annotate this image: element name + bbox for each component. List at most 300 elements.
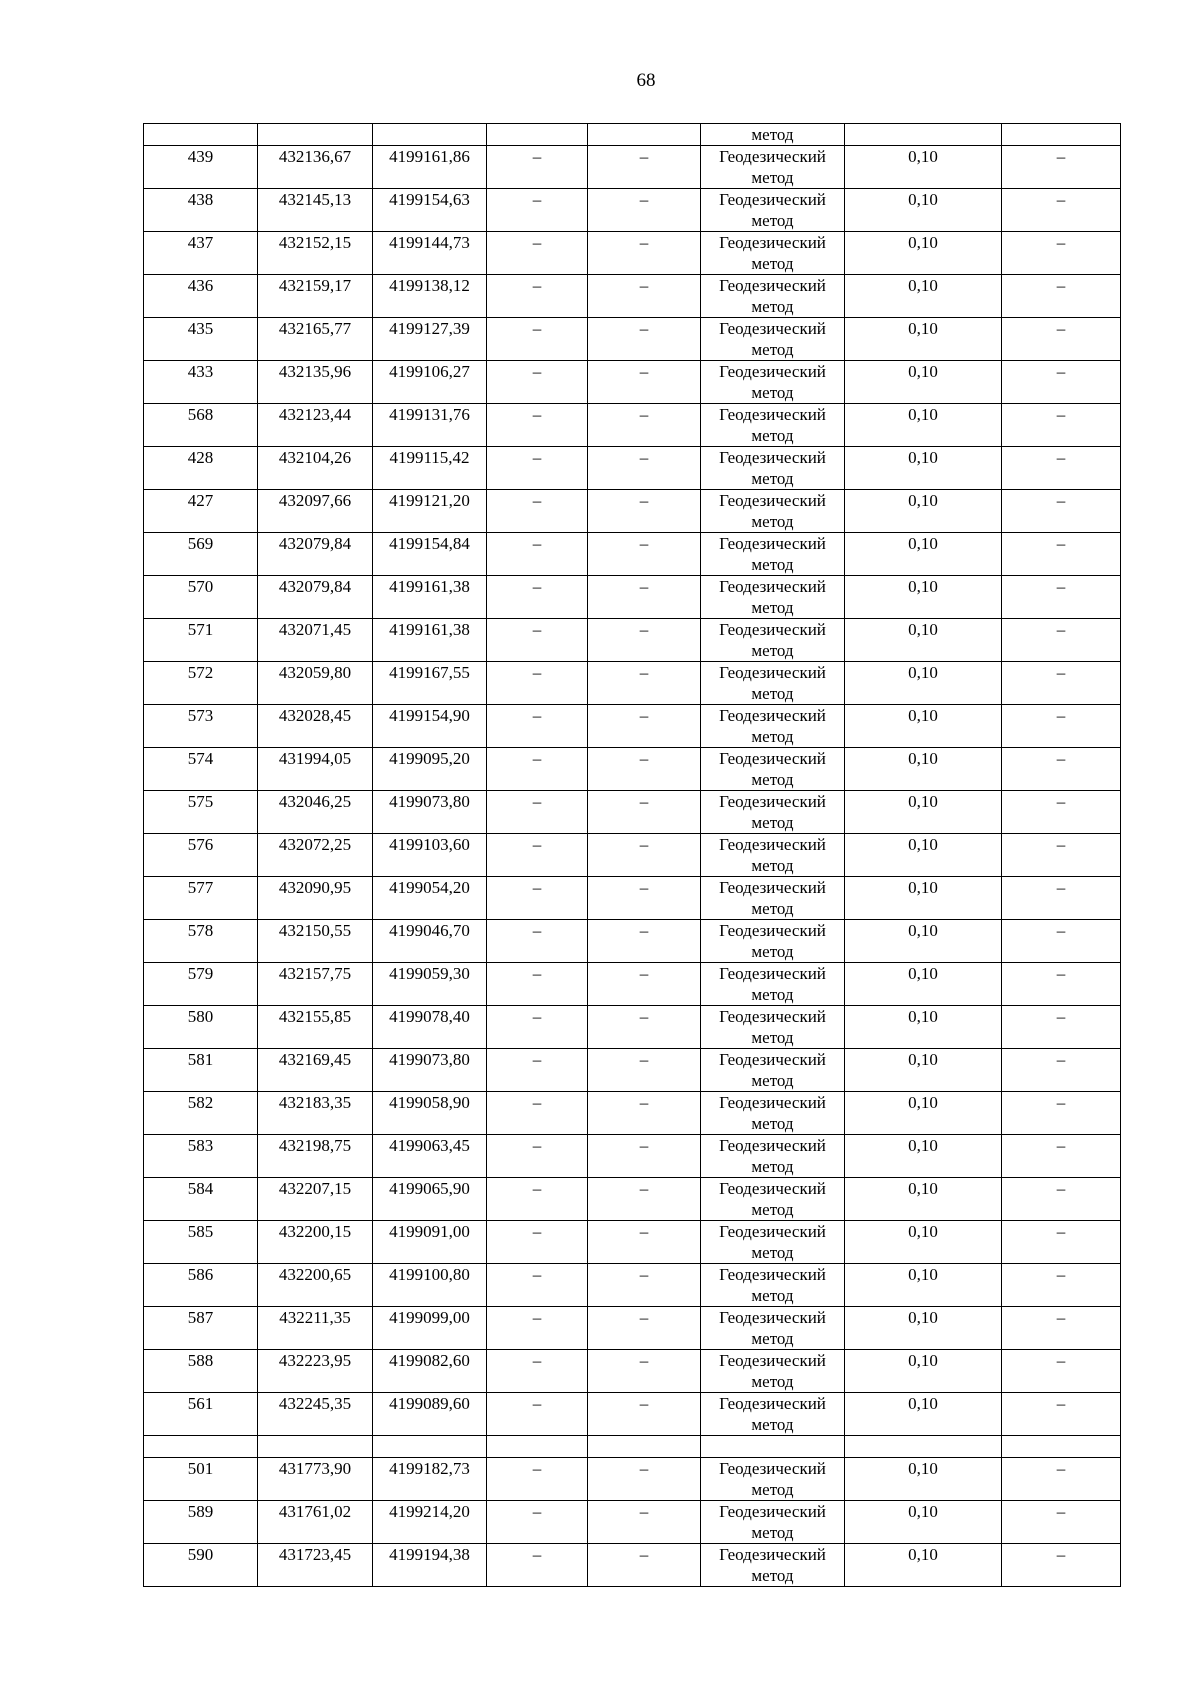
y-cell: 4199161,38 [373,619,487,662]
col4-cell: – [487,447,588,490]
method-cell: Геодезический метод [701,920,845,963]
accuracy-cell: 0,10 [845,1092,1002,1135]
table-row [144,748,1121,791]
col5-cell: – [588,1350,701,1393]
y-cell: 4199054,20 [373,877,487,920]
point-cell: 587 [144,1307,258,1350]
point-cell: 577 [144,877,258,920]
x-cell: 431994,05 [258,748,373,791]
table-row [144,877,1121,920]
table-row [144,1092,1121,1135]
table-row [144,232,1121,275]
table-row [144,1006,1121,1049]
coordinates-table [143,123,1121,1587]
table-row [144,576,1121,619]
col4-cell [487,124,588,146]
point-cell: 561 [144,1393,258,1436]
col8-cell: – [1002,920,1121,963]
accuracy-cell: 0,10 [845,318,1002,361]
y-cell: 4199078,40 [373,1006,487,1049]
x-cell: 432135,96 [258,361,373,404]
method-cell: Геодезический метод [701,748,845,791]
col5-cell: – [588,1264,701,1307]
accuracy-cell: 0,10 [845,748,1002,791]
col4-cell: – [487,361,588,404]
method-cell: Геодезический метод [701,1006,845,1049]
col4-cell: – [487,146,588,189]
table-row [144,1264,1121,1307]
table-row [144,1178,1121,1221]
point-cell: 586 [144,1264,258,1307]
col8-cell: – [1002,232,1121,275]
col5-cell: – [588,447,701,490]
accuracy-cell: 0,10 [845,619,1002,662]
x-cell: 432046,25 [258,791,373,834]
accuracy-cell: 0,10 [845,705,1002,748]
col5-cell: – [588,1501,701,1544]
col8-cell: – [1002,963,1121,1006]
table-row [144,963,1121,1006]
method-cell: Геодезический метод [701,490,845,533]
y-cell: 4199073,80 [373,791,487,834]
table-row [144,705,1121,748]
col8-cell: – [1002,1049,1121,1092]
x-cell: 432200,15 [258,1221,373,1264]
x-cell: 432223,95 [258,1350,373,1393]
col5-cell: – [588,877,701,920]
point-cell: 582 [144,1092,258,1135]
y-cell: 4199127,39 [373,318,487,361]
col5-cell: – [588,275,701,318]
col8-cell: – [1002,1307,1121,1350]
col4-cell: – [487,1264,588,1307]
y-cell: 4199099,00 [373,1307,487,1350]
col8-cell: – [1002,705,1121,748]
x-cell: 432198,75 [258,1135,373,1178]
table-row [144,1049,1121,1092]
col4-cell: – [487,834,588,877]
col4-cell [487,1436,588,1458]
col4-cell: – [487,1135,588,1178]
method-cell [701,1436,845,1458]
y-cell: 4199214,20 [373,1501,487,1544]
table-row [144,1221,1121,1264]
col5-cell: – [588,146,701,189]
page-number: 68 [636,70,656,91]
col8-cell: – [1002,791,1121,834]
col4-cell: – [487,920,588,963]
col5-cell: – [588,404,701,447]
point-cell: 435 [144,318,258,361]
accuracy-cell: 0,10 [845,146,1002,189]
col8-cell: – [1002,1501,1121,1544]
col4-cell: – [487,1221,588,1264]
col5-cell: – [588,232,701,275]
y-cell: 4199194,38 [373,1544,487,1587]
col8-cell: – [1002,533,1121,576]
col5-cell: – [588,791,701,834]
col5-cell: – [588,189,701,232]
point-cell: 569 [144,533,258,576]
accuracy-cell: 0,10 [845,1006,1002,1049]
col4-cell: – [487,275,588,318]
point-cell: 438 [144,189,258,232]
table-row [144,1350,1121,1393]
table-row [144,1393,1121,1436]
method-cell: Геодезический метод [701,1049,845,1092]
col4-cell: – [487,490,588,533]
accuracy-cell: 0,10 [845,361,1002,404]
point-cell: 589 [144,1501,258,1544]
accuracy-cell: 0,10 [845,1221,1002,1264]
col4-cell: – [487,1092,588,1135]
col5-cell: – [588,1221,701,1264]
x-cell: 432207,15 [258,1178,373,1221]
method-cell: Геодезический метод [701,318,845,361]
point-cell: 433 [144,361,258,404]
accuracy-cell: 0,10 [845,1135,1002,1178]
table-row [144,1544,1121,1587]
x-cell: 432104,26 [258,447,373,490]
method-cell: Геодезический метод [701,146,845,189]
x-cell: 432079,84 [258,576,373,619]
col8-cell: – [1002,275,1121,318]
point-cell: 572 [144,662,258,705]
accuracy-cell: 0,10 [845,1049,1002,1092]
y-cell: 4199115,42 [373,447,487,490]
y-cell: 4199103,60 [373,834,487,877]
accuracy-cell: 0,10 [845,1544,1002,1587]
y-cell: 4199046,70 [373,920,487,963]
accuracy-cell [845,1436,1002,1458]
col4-cell: – [487,404,588,447]
table-row [144,619,1121,662]
y-cell: 4199058,90 [373,1092,487,1135]
col8-cell: – [1002,361,1121,404]
point-cell: 579 [144,963,258,1006]
accuracy-cell: 0,10 [845,404,1002,447]
col5-cell: – [588,1307,701,1350]
col8-cell: – [1002,1544,1121,1587]
col4-cell: – [487,877,588,920]
col8-cell: – [1002,318,1121,361]
method-cell: Геодезический метод [701,705,845,748]
y-cell: 4199095,20 [373,748,487,791]
col5-cell: – [588,361,701,404]
col5-cell: – [588,1458,701,1501]
col4-cell: – [487,662,588,705]
y-cell [373,1436,487,1458]
col8-cell: – [1002,189,1121,232]
accuracy-cell: 0,10 [845,877,1002,920]
method-cell: Геодезический метод [701,1264,845,1307]
point-cell: 436 [144,275,258,318]
col5-cell: – [588,1544,701,1587]
col8-cell: – [1002,1350,1121,1393]
y-cell: 4199161,86 [373,146,487,189]
col5-cell: – [588,619,701,662]
col8-cell: – [1002,1178,1121,1221]
col5-cell: – [588,1393,701,1436]
col5-cell: – [588,490,701,533]
method-cell: Геодезический метод [701,1393,845,1436]
accuracy-cell: 0,10 [845,1501,1002,1544]
table-row [144,834,1121,877]
table-row [144,404,1121,447]
col5-cell [588,1436,701,1458]
col8-cell: – [1002,619,1121,662]
point-cell: 590 [144,1544,258,1587]
y-cell: 4199144,73 [373,232,487,275]
method-cell: Геодезический метод [701,1178,845,1221]
x-cell: 432152,15 [258,232,373,275]
col4-cell: – [487,576,588,619]
method-cell: Геодезический метод [701,662,845,705]
method-cell: Геодезический метод [701,877,845,920]
table-row [144,189,1121,232]
x-cell: 432059,80 [258,662,373,705]
x-cell: 432169,45 [258,1049,373,1092]
accuracy-cell: 0,10 [845,576,1002,619]
table-row [144,533,1121,576]
x-cell [258,124,373,146]
y-cell: 4199121,20 [373,490,487,533]
point-cell: 578 [144,920,258,963]
x-cell: 432245,35 [258,1393,373,1436]
point-cell: 588 [144,1350,258,1393]
y-cell: 4199154,63 [373,189,487,232]
col5-cell: – [588,748,701,791]
x-cell: 432072,25 [258,834,373,877]
method-cell: метод [701,124,845,146]
table-row [144,920,1121,963]
point-cell: 427 [144,490,258,533]
x-cell: 432150,55 [258,920,373,963]
point-cell: 573 [144,705,258,748]
y-cell: 4199100,80 [373,1264,487,1307]
blank-row [144,1436,1121,1458]
method-cell: Геодезический метод [701,404,845,447]
col4-cell: – [487,189,588,232]
col4-cell: – [487,1393,588,1436]
accuracy-cell: 0,10 [845,963,1002,1006]
x-cell [258,1436,373,1458]
col5-cell: – [588,1135,701,1178]
col5-cell: – [588,1006,701,1049]
table-row [144,662,1121,705]
col4-cell: – [487,963,588,1006]
col8-cell: – [1002,834,1121,877]
x-cell: 432165,77 [258,318,373,361]
table-row [144,1135,1121,1178]
col4-cell: – [487,533,588,576]
method-cell: Геодезический метод [701,1221,845,1264]
continuation-row [144,124,1121,146]
col8-cell: – [1002,1006,1121,1049]
col8-cell: – [1002,490,1121,533]
col4-cell: – [487,748,588,791]
col4-cell: – [487,705,588,748]
point-cell: 584 [144,1178,258,1221]
method-cell: Геодезический метод [701,1092,845,1135]
col5-cell: – [588,834,701,877]
accuracy-cell: 0,10 [845,1458,1002,1501]
accuracy-cell: 0,10 [845,1307,1002,1350]
method-cell: Геодезический метод [701,232,845,275]
accuracy-cell: 0,10 [845,1178,1002,1221]
point-cell [144,1436,258,1458]
accuracy-cell: 0,10 [845,189,1002,232]
y-cell: 4199065,90 [373,1178,487,1221]
col4-cell: – [487,1178,588,1221]
col5-cell: – [588,662,701,705]
y-cell: 4199059,30 [373,963,487,1006]
col8-cell: – [1002,1135,1121,1178]
x-cell: 432183,35 [258,1092,373,1135]
table-row [144,1307,1121,1350]
accuracy-cell: 0,10 [845,1393,1002,1436]
accuracy-cell: 0,10 [845,920,1002,963]
table-body [144,124,1121,1587]
method-cell: Геодезический метод [701,447,845,490]
col8-cell: – [1002,1264,1121,1307]
method-cell: Геодезический метод [701,1544,845,1587]
col4-cell: – [487,1544,588,1587]
x-cell: 432028,45 [258,705,373,748]
col8-cell: – [1002,877,1121,920]
table-row [144,318,1121,361]
point-cell: 580 [144,1006,258,1049]
x-cell: 431773,90 [258,1458,373,1501]
col8-cell [1002,124,1121,146]
x-cell: 432136,67 [258,146,373,189]
x-cell: 432155,85 [258,1006,373,1049]
method-cell: Геодезический метод [701,1501,845,1544]
col8-cell: – [1002,1221,1121,1264]
x-cell: 432159,17 [258,275,373,318]
table-row [144,361,1121,404]
method-cell: Геодезический метод [701,1350,845,1393]
x-cell: 432090,95 [258,877,373,920]
y-cell: 4199089,60 [373,1393,487,1436]
table-row [144,791,1121,834]
method-cell: Геодезический метод [701,834,845,877]
point-cell: 439 [144,146,258,189]
point-cell: 501 [144,1458,258,1501]
x-cell: 432157,75 [258,963,373,1006]
point-cell [144,124,258,146]
point-cell: 568 [144,404,258,447]
col4-cell: – [487,1501,588,1544]
col5-cell: – [588,576,701,619]
col8-cell: – [1002,404,1121,447]
col5-cell: – [588,1178,701,1221]
y-cell: 4199182,73 [373,1458,487,1501]
point-cell: 428 [144,447,258,490]
y-cell: 4199131,76 [373,404,487,447]
accuracy-cell: 0,10 [845,834,1002,877]
col5-cell: – [588,1049,701,1092]
col5-cell: – [588,920,701,963]
col8-cell: – [1002,1393,1121,1436]
y-cell [373,124,487,146]
y-cell: 4199082,60 [373,1350,487,1393]
col5-cell: – [588,533,701,576]
col4-cell: – [487,1350,588,1393]
method-cell: Геодезический метод [701,576,845,619]
accuracy-cell: 0,10 [845,232,1002,275]
table-row [144,275,1121,318]
method-cell: Геодезический метод [701,1307,845,1350]
method-cell: Геодезический метод [701,275,845,318]
table-row [144,1501,1121,1544]
method-cell: Геодезический метод [701,1458,845,1501]
col5-cell [588,124,701,146]
table-row [144,490,1121,533]
col8-cell: – [1002,447,1121,490]
col8-cell: – [1002,146,1121,189]
col8-cell [1002,1436,1121,1458]
point-cell: 585 [144,1221,258,1264]
accuracy-cell: 0,10 [845,533,1002,576]
x-cell: 432200,65 [258,1264,373,1307]
accuracy-cell: 0,10 [845,1350,1002,1393]
point-cell: 571 [144,619,258,662]
y-cell: 4199138,12 [373,275,487,318]
col8-cell: – [1002,662,1121,705]
method-cell: Геодезический метод [701,791,845,834]
point-cell: 576 [144,834,258,877]
col8-cell: – [1002,1458,1121,1501]
point-cell: 575 [144,791,258,834]
col5-cell: – [588,963,701,1006]
x-cell: 432123,44 [258,404,373,447]
method-cell: Геодезический метод [701,533,845,576]
col5-cell: – [588,705,701,748]
point-cell: 574 [144,748,258,791]
col4-cell: – [487,318,588,361]
x-cell: 432071,45 [258,619,373,662]
table-row [144,1458,1121,1501]
accuracy-cell: 0,10 [845,447,1002,490]
col4-cell: – [487,791,588,834]
y-cell: 4199167,55 [373,662,487,705]
col5-cell: – [588,318,701,361]
x-cell: 432097,66 [258,490,373,533]
accuracy-cell: 0,10 [845,1264,1002,1307]
y-cell: 4199154,84 [373,533,487,576]
col4-cell: – [487,1049,588,1092]
point-cell: 437 [144,232,258,275]
col8-cell: – [1002,1092,1121,1135]
col4-cell: – [487,1006,588,1049]
method-cell: Геодезический метод [701,619,845,662]
accuracy-cell [845,124,1002,146]
x-cell: 431761,02 [258,1501,373,1544]
point-cell: 581 [144,1049,258,1092]
point-cell: 570 [144,576,258,619]
method-cell: Геодезический метод [701,1135,845,1178]
accuracy-cell: 0,10 [845,791,1002,834]
accuracy-cell: 0,10 [845,275,1002,318]
method-cell: Геодезический метод [701,963,845,1006]
y-cell: 4199106,27 [373,361,487,404]
accuracy-cell: 0,10 [845,662,1002,705]
col5-cell: – [588,1092,701,1135]
col4-cell: – [487,1458,588,1501]
y-cell: 4199154,90 [373,705,487,748]
y-cell: 4199063,45 [373,1135,487,1178]
